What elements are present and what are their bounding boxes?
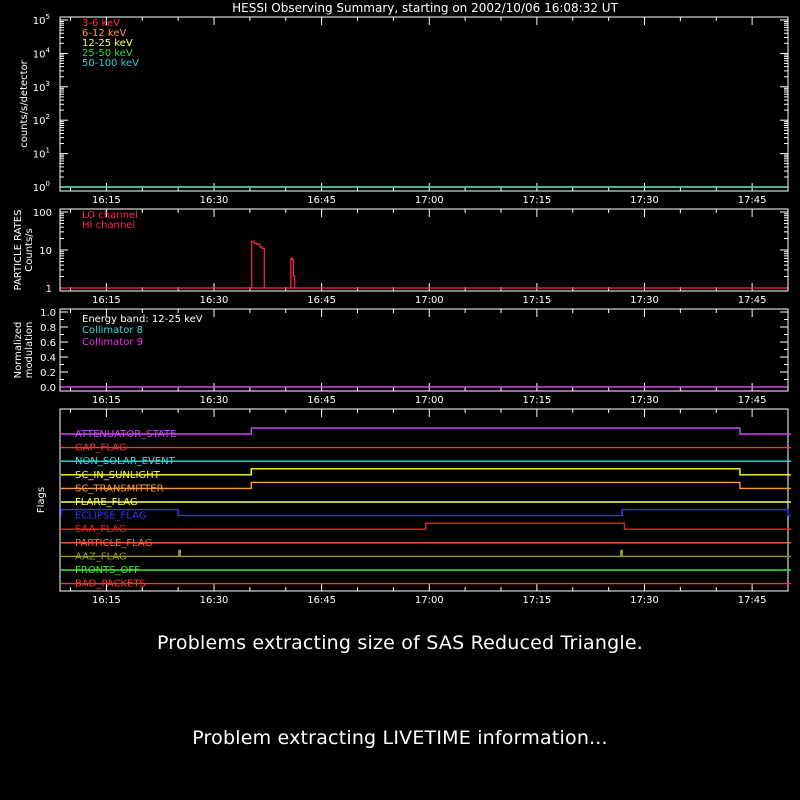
legend-item: 12-25 keV bbox=[82, 38, 133, 49]
x-tick-label: 16:15 bbox=[91, 195, 121, 206]
x-tick-label: 17:00 bbox=[414, 295, 444, 306]
x-tick-label: 17:00 bbox=[414, 395, 444, 406]
y-tick-label: 10 bbox=[39, 246, 52, 257]
flag-label: GAP_FLAG bbox=[75, 442, 127, 454]
y-tick-label bbox=[33, 46, 51, 60]
x-tick-label: 17:45 bbox=[737, 395, 767, 406]
flag-label: ECLIPSE_FLAG bbox=[75, 510, 147, 522]
x-tick-label: 16:45 bbox=[307, 295, 337, 306]
x-tick-label: 16:30 bbox=[199, 195, 229, 206]
y-tick-label: 0.0 bbox=[40, 383, 56, 394]
x-tick-label: 17:15 bbox=[522, 295, 552, 306]
legend-item: 6-12 keV bbox=[82, 28, 127, 39]
y-tick-label: 1.0 bbox=[40, 308, 56, 319]
y-tick-label: 0.2 bbox=[40, 368, 56, 379]
flag-label: FRONTS_OFF bbox=[75, 565, 140, 576]
y-tick-base: 10 bbox=[32, 82, 46, 94]
y-tick-base: 10 bbox=[32, 16, 46, 27]
x-tick-label: 16:15 bbox=[91, 295, 121, 306]
x-tick-label: 16:15 bbox=[91, 595, 121, 606]
x-tick-label: 16:30 bbox=[199, 595, 229, 606]
y-tick-exponent: 1 bbox=[45, 146, 50, 155]
legend-item: LO channel bbox=[82, 210, 138, 221]
y-tick-label: 0.6 bbox=[40, 338, 56, 349]
x-tick-label: 17:15 bbox=[522, 595, 552, 606]
legend-item: Collimator 8 bbox=[82, 325, 143, 336]
particle-burst bbox=[249, 241, 264, 288]
x-tick-label: 17:45 bbox=[737, 295, 767, 306]
flag-label: NON_SOLAR_EVENT bbox=[75, 456, 175, 468]
flag-label: SC_TRANSMITTER bbox=[75, 483, 164, 495]
x-tick-label: 17:15 bbox=[522, 195, 552, 206]
flag-label: BAD_PACKETS bbox=[75, 578, 146, 590]
x-tick-label: 16:30 bbox=[199, 295, 229, 306]
y-tick-label: 100 bbox=[32, 208, 52, 219]
x-tick-label: 16:15 bbox=[91, 395, 121, 406]
x-tick-label: 17:30 bbox=[630, 195, 659, 206]
flag-trace bbox=[61, 550, 791, 556]
flag-label: PARTICLE_FLAG bbox=[75, 537, 153, 549]
legend-item: 50-100 keV bbox=[82, 58, 140, 69]
x-tick-label: 17:45 bbox=[737, 195, 767, 206]
modulation-ylabel-1: Normalized bbox=[13, 321, 24, 379]
particle-panel-frame bbox=[60, 209, 788, 291]
y-tick-label bbox=[33, 80, 50, 94]
flag-trace bbox=[61, 510, 791, 516]
y-tick-label: 1 bbox=[45, 284, 52, 295]
x-tick-label: 16:45 bbox=[307, 395, 337, 406]
y-tick-base: 10 bbox=[32, 49, 46, 61]
y-tick-label bbox=[33, 180, 50, 194]
legend-item: Collimator 9 bbox=[82, 337, 143, 348]
y-tick-base: 10 bbox=[32, 149, 46, 161]
flag-label: SC_IN_SUNLIGHT bbox=[75, 469, 160, 481]
figure-title: HESSI Observing Summary, starting on 2002/10/06 16:08:32 UT bbox=[232, 1, 618, 15]
y-tick-base: 10 bbox=[32, 116, 46, 128]
flag-trace bbox=[61, 482, 791, 488]
y-tick-exponent: 0 bbox=[45, 180, 50, 188]
particle-ylabel-2: Counts/s bbox=[24, 228, 35, 272]
x-tick-label: 17:45 bbox=[737, 595, 767, 606]
y-tick-exponent: 2 bbox=[45, 113, 50, 122]
y-tick-label bbox=[33, 13, 50, 27]
x-tick-label: 16:45 bbox=[307, 595, 337, 606]
x-tick-label: 16:45 bbox=[307, 195, 337, 206]
flag-label: AAZ_FLAG bbox=[75, 551, 127, 563]
particle-ylabel-1: PARTICLE RATES bbox=[13, 209, 24, 291]
y-tick-exponent: 4 bbox=[45, 46, 50, 55]
livetime-error-message: Problem extracting LIVETIME information... bbox=[192, 727, 608, 749]
counts-panel bbox=[19, 13, 788, 206]
legend-item: 3-6 keV bbox=[82, 18, 120, 29]
flag-label: SAA_FLAG bbox=[75, 524, 127, 536]
x-tick-label: 16:30 bbox=[199, 395, 229, 406]
x-tick-label: 17:30 bbox=[630, 295, 659, 306]
flag-label: FLARE_FLAG bbox=[75, 497, 138, 508]
x-tick-label: 17:15 bbox=[522, 395, 552, 406]
x-tick-label: 17:30 bbox=[630, 395, 659, 406]
x-tick-label: 17:30 bbox=[630, 595, 659, 606]
legend-item: 25-50 keV bbox=[82, 48, 133, 59]
y-tick-label: 0.8 bbox=[40, 323, 56, 334]
y-tick-label bbox=[33, 113, 50, 127]
sas-error-message: Problems extracting size of SAS Reduced Triangle. bbox=[156, 632, 643, 654]
flags-panel bbox=[36, 409, 791, 606]
x-tick-label: 17:00 bbox=[414, 595, 444, 606]
flag-trace bbox=[61, 469, 791, 475]
y-tick-base: 10 bbox=[32, 183, 46, 194]
flags-ylabel: Flags bbox=[36, 486, 47, 514]
counts-ylabel: counts/s/detector bbox=[19, 60, 30, 148]
y-tick-exponent: 5 bbox=[45, 13, 50, 21]
y-tick-label bbox=[33, 147, 50, 161]
modulation-panel bbox=[13, 308, 788, 406]
legend-item: HI channel bbox=[82, 220, 136, 231]
y-tick-exponent: 3 bbox=[45, 79, 50, 88]
particle-burst bbox=[289, 258, 295, 288]
counts-panel-frame bbox=[60, 17, 788, 191]
particle-panel bbox=[13, 208, 788, 306]
x-tick-label: 17:00 bbox=[414, 195, 444, 206]
flag-label: ATTENUATOR_STATE bbox=[75, 429, 177, 440]
modulation-ylabel-2: modulation bbox=[24, 321, 35, 379]
y-tick-label: 0.4 bbox=[40, 353, 56, 364]
modulation-annotation: Energy band: 12-25 keV bbox=[82, 314, 203, 325]
flag-trace bbox=[61, 523, 791, 529]
